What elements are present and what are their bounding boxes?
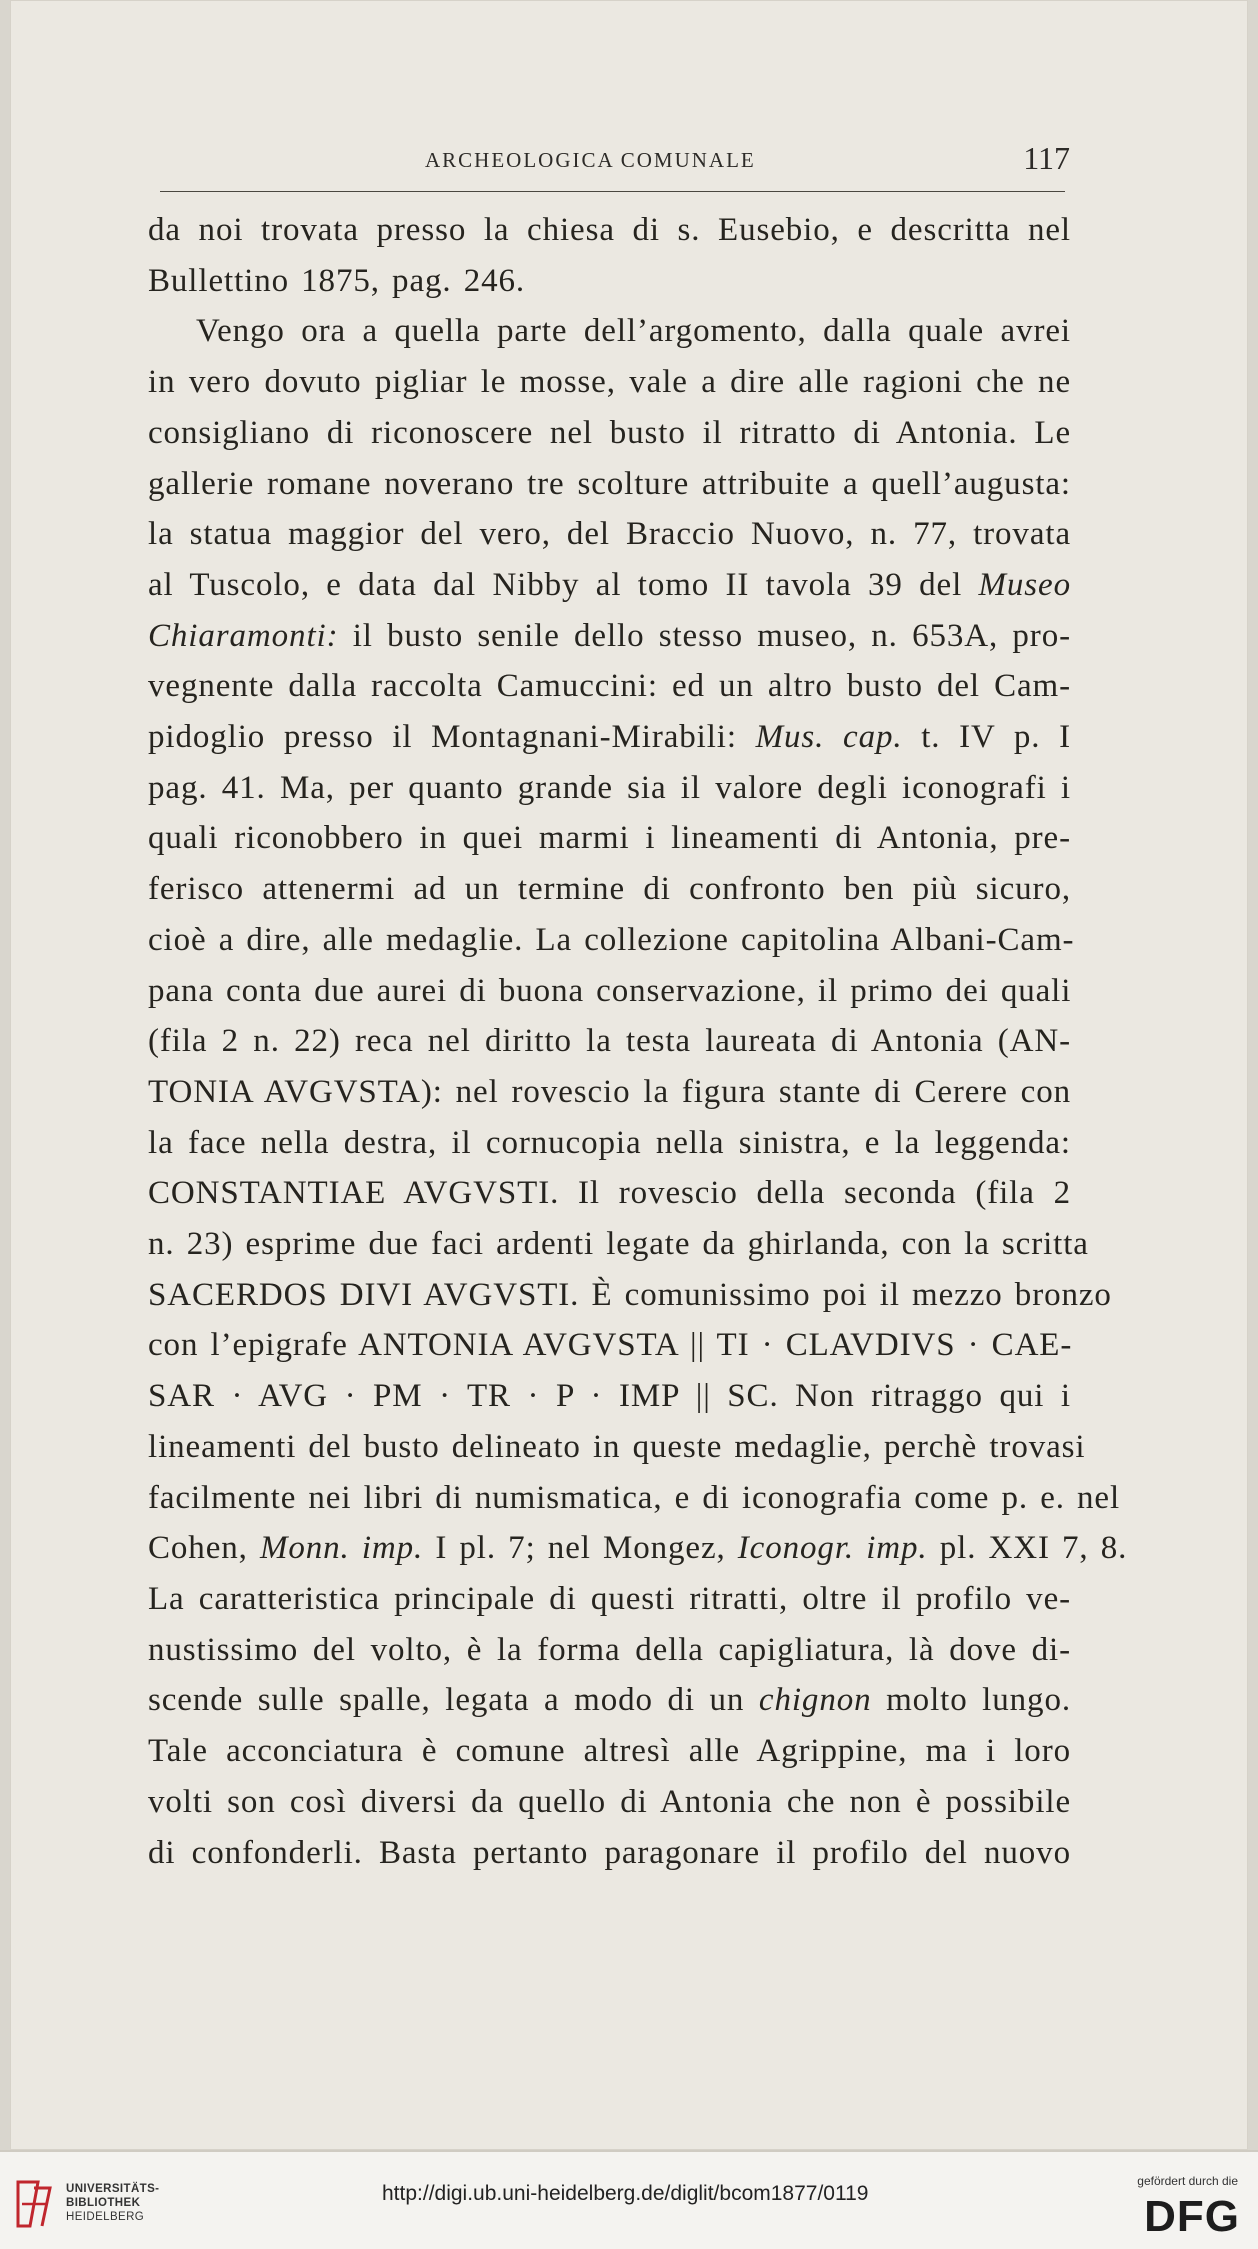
text-line: scende sulle spalle, legata a modo di un chignon molto lungo. bbox=[148, 1682, 1072, 1719]
dfg-logo: DFG bbox=[1144, 2192, 1240, 2241]
text-line: di confonderli. Basta pertanto paragonare il profilo del nuovo bbox=[148, 1834, 1071, 1871]
scanned-page bbox=[10, 0, 1248, 2150]
text-line: consigliano di riconoscere nel busto il ritratto di Antonia. Le bbox=[148, 414, 1071, 451]
text-line: SAR · AVG · PM · TR · P · IMP || SC. Non ritraggo qui i bbox=[148, 1378, 1071, 1415]
text-line: da noi trovata presso la chiesa di s. Eusebio, e descritta nel bbox=[148, 212, 1071, 248]
text-line: pag. 41. Ma, per quanto grande sia il valore degli iconografi i bbox=[148, 769, 1071, 806]
text-line: n. 23) esprime due faci ardenti legate da ghirlanda, con la scritta bbox=[148, 1226, 1089, 1263]
text-line: Bullettino 1875, pag. 246. bbox=[148, 262, 526, 299]
text-line: volti son così diversi da quello di Antonia che non è possibile bbox=[148, 1783, 1071, 1820]
body-text bbox=[148, 205, 1128, 1878]
text-line: ferisco attenermi ad un termine di confronto ben più sicuro, bbox=[148, 871, 1071, 908]
page-header bbox=[155, 140, 1070, 180]
text-line: lineamenti del busto delineato in queste medaglie, perchè trovasi bbox=[148, 1428, 1086, 1465]
text-line: gallerie romane noverano tre scolture attribuite a quell’augusta: bbox=[148, 465, 1071, 502]
text-line: Cohen, Monn. imp. I pl. 7; nel Mongez, Iconogr. imp. pl. XXI 7, 8. bbox=[148, 1530, 1128, 1567]
library-name: UNIVERSITÄTS- BIBLIOTHEK HEIDELBERG bbox=[66, 2183, 160, 2223]
text-line: Chiaramonti: il busto senile dello stesso museo, n. 653A, pro- bbox=[148, 617, 1071, 654]
text-line: quali riconobbero in quei marmi i lineamenti di Antonia, pre- bbox=[148, 820, 1071, 857]
text-line: pidoglio presso il Montagnani-Mirabili: Mus. cap. t. IV p. I bbox=[148, 719, 1071, 756]
text-line: Vengo ora a quella parte dell’argomento, dalla quale avrei bbox=[196, 313, 1071, 350]
permalink-url[interactable]: http://digi.ub.uni-heidelberg.de/diglit/bcom1877/0119 bbox=[382, 2182, 869, 2205]
library-logo-icon bbox=[12, 2176, 56, 2232]
text-line: al Tuscolo, e data dal Nibby al tomo II tavola 39 del Museo bbox=[148, 566, 1071, 603]
text-line: nustissimo del volto, è la forma della capigliatura, là dove di- bbox=[148, 1631, 1071, 1668]
text-line: la statua maggior del vero, del Braccio Nuovo, n. 77, trovata bbox=[148, 516, 1071, 553]
text-line: facilmente nei libri di numismatica, e di iconografia come p. e. nel bbox=[148, 1479, 1121, 1516]
funding-label: gefördert durch die bbox=[1137, 2174, 1238, 2188]
text-line: La caratteristica principale di questi ritratti, oltre il profilo ve- bbox=[148, 1580, 1071, 1617]
text-line: vegnente dalla raccolta Camuccini: ed un altro busto del Cam- bbox=[148, 668, 1071, 705]
text-line: CONSTANTIAE AVGVSTI. Il rovescio della seconda (fila 2 bbox=[148, 1175, 1071, 1212]
text-line: pana conta due aurei di buona conservazione, il primo dei quali bbox=[148, 972, 1072, 1009]
text-line: in vero dovuto pigliar le mosse, vale a dire alle ragioni che ne bbox=[148, 364, 1071, 401]
text-line: (fila 2 n. 22) reca nel diritto la testa laureata di Antonia (AN- bbox=[148, 1023, 1071, 1060]
viewer-footer bbox=[0, 2150, 1258, 2249]
text-line: la face nella destra, il cornucopia nella sinistra, e la leggenda: bbox=[148, 1124, 1071, 1161]
running-head: ARCHEOLOGICA COMUNALE bbox=[425, 148, 756, 172]
text-line: cioè a dire, alle medaglie. La collezione capitolina Albani-Cam- bbox=[148, 921, 1075, 958]
text-line: con l’epigrafe ANTONIA AVGVSTA || TI · CLAVDIVS · CAE- bbox=[148, 1327, 1073, 1364]
text-line: Tale acconciatura è comune altresì alle Agrippine, ma i loro bbox=[148, 1733, 1071, 1770]
text-line: TONIA AVGVSTA): nel rovescio la figura stante di Cerere con bbox=[148, 1073, 1071, 1110]
page-number: 117 bbox=[1023, 140, 1070, 176]
text-line: SACERDOS DIVI AVGVSTI. È comunissimo poi il mezzo bronzo bbox=[148, 1276, 1112, 1313]
header-rule bbox=[160, 191, 1065, 192]
